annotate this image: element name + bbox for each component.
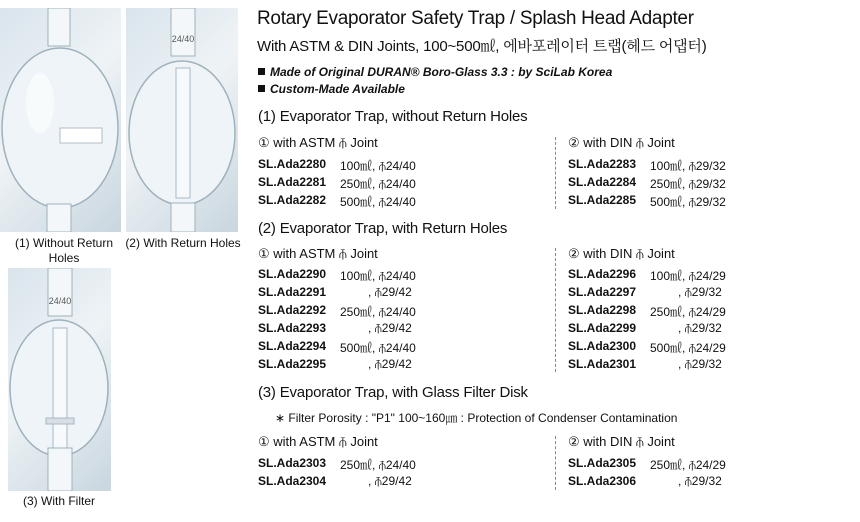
table-row [258,303,458,321]
product-code: SL.Ada2282 [258,193,327,207]
product-spec: 250㎖, ⫚24/40 [340,458,416,472]
section-title: (3) Evaporator Trap, with Glass Filter Disk [258,384,528,401]
product-code: SL.Ada2304 [258,474,327,488]
table-row [258,339,458,357]
note-custom: Custom-Made Available [258,82,405,96]
product-spec: , ⫚29/42 [368,285,412,299]
product-spec: , ⫚29/32 [678,474,722,488]
table-row [568,321,768,339]
product-spec: 100㎖, ⫚24/29 [650,269,726,283]
joint-marking: 24/40 [171,34,195,44]
product-spec: 250㎖, ⫚29/32 [650,177,726,191]
table-row [568,303,768,321]
product-list [568,456,768,492]
product-code: SL.Ada2281 [258,175,327,189]
product-code: SL.Ada2301 [568,357,637,371]
product-photo-without-return-holes [0,8,121,232]
flask-illustration [0,8,121,232]
product-list [568,267,768,375]
product-spec: 100㎖, ⫚24/40 [340,269,416,283]
product-spec: 500㎖, ⫚24/40 [340,195,416,209]
product-code: SL.Ada2290 [258,267,327,281]
group-heading: ② with DIN ⫚ Joint [568,434,675,449]
table-row [568,285,768,303]
product-spec: 500㎖, ⫚24/40 [340,341,416,355]
product-spec: , ⫚29/42 [368,357,412,371]
product-code: SL.Ada2285 [568,193,637,207]
product-code: SL.Ada2297 [568,285,637,299]
product-code: SL.Ada2292 [258,303,327,317]
product-code: SL.Ada2283 [568,157,637,171]
table-row [568,157,768,175]
product-code: SL.Ada2300 [568,339,637,353]
group-heading: ① with ASTM ⫚ Joint [258,246,378,261]
product-list [568,157,768,211]
square-bullet-icon [258,68,265,75]
table-row [258,157,458,175]
product-code: SL.Ada2306 [568,474,637,488]
product-photo-with-filter [8,268,111,491]
product-spec: 250㎖, ⫚24/29 [650,458,726,472]
product-spec: 100㎖, ⫚29/32 [650,159,726,173]
table-row [258,267,458,285]
flask-illustration [8,268,111,491]
table-row [258,357,458,375]
page-subtitle: With ASTM & DIN Joints, 100~500㎖, 에바포레이터 트랩(헤드 어댑터) [257,38,707,55]
product-spec: 250㎖, ⫚24/29 [650,305,726,319]
table-row [258,285,458,303]
product-spec: , ⫚29/32 [678,357,722,371]
note-material: Made of Original DURAN® Boro-Glass 3.3 : by SciLab Korea [258,65,612,79]
group-heading: ② with DIN ⫚ Joint [568,246,675,261]
product-code: SL.Ada2293 [258,321,327,335]
product-code: SL.Ada2291 [258,285,327,299]
product-spec: 250㎖, ⫚24/40 [340,177,416,191]
section-title: (2) Evaporator Trap, with Return Holes [258,220,508,237]
section-title: (1) Evaporator Trap, without Return Holes [258,108,528,125]
table-row [568,175,768,193]
joint-marking: 24/40 [48,296,72,306]
product-code: SL.Ada2305 [568,456,637,470]
group-heading: ① with ASTM ⫚ Joint [258,434,378,449]
table-row [568,339,768,357]
image-caption: (1) Without Return Holes [14,236,114,265]
group-heading: ② with DIN ⫚ Joint [568,135,675,150]
table-row [568,193,768,211]
table-row [258,175,458,193]
product-spec: , ⫚29/42 [368,474,412,488]
product-list [258,267,458,375]
product-code: SL.Ada2296 [568,267,637,281]
product-code: SL.Ada2295 [258,357,327,371]
filter-note: ∗ Filter Porosity : "P1" 100~160㎛ : Protection of Condenser Contamination [275,411,678,425]
product-spec: 500㎖, ⫚29/32 [650,195,726,209]
product-photo-with-return-holes [126,8,238,232]
group-heading: ① with ASTM ⫚ Joint [258,135,378,150]
image-caption: (2) With Return Holes [125,236,241,250]
table-row [258,193,458,211]
flask-illustration [126,8,238,232]
column-divider [555,436,556,490]
product-code: SL.Ada2298 [568,303,637,317]
product-spec: 100㎖, ⫚24/40 [340,159,416,173]
product-code: SL.Ada2284 [568,175,637,189]
product-spec: 500㎖, ⫚24/29 [650,341,726,355]
product-code: SL.Ada2280 [258,157,327,171]
column-divider [555,248,556,372]
product-spec: , ⫚29/32 [678,285,722,299]
table-row [258,474,458,492]
table-row [568,456,768,474]
page-title: Rotary Evaporator Safety Trap / Splash Head Adapter [257,8,694,29]
table-row [258,321,458,339]
product-spec: 250㎖, ⫚24/40 [340,305,416,319]
square-bullet-icon [258,85,265,92]
column-divider [555,137,556,209]
product-code: SL.Ada2303 [258,456,327,470]
table-row [568,267,768,285]
product-spec: , ⫚29/32 [678,321,722,335]
product-spec: , ⫚29/42 [368,321,412,335]
image-caption: (3) With Filter [23,494,95,508]
product-code: SL.Ada2299 [568,321,637,335]
table-row [258,456,458,474]
table-row [568,357,768,375]
product-code: SL.Ada2294 [258,339,327,353]
product-list [258,157,458,211]
product-list [258,456,458,492]
table-row [568,474,768,492]
